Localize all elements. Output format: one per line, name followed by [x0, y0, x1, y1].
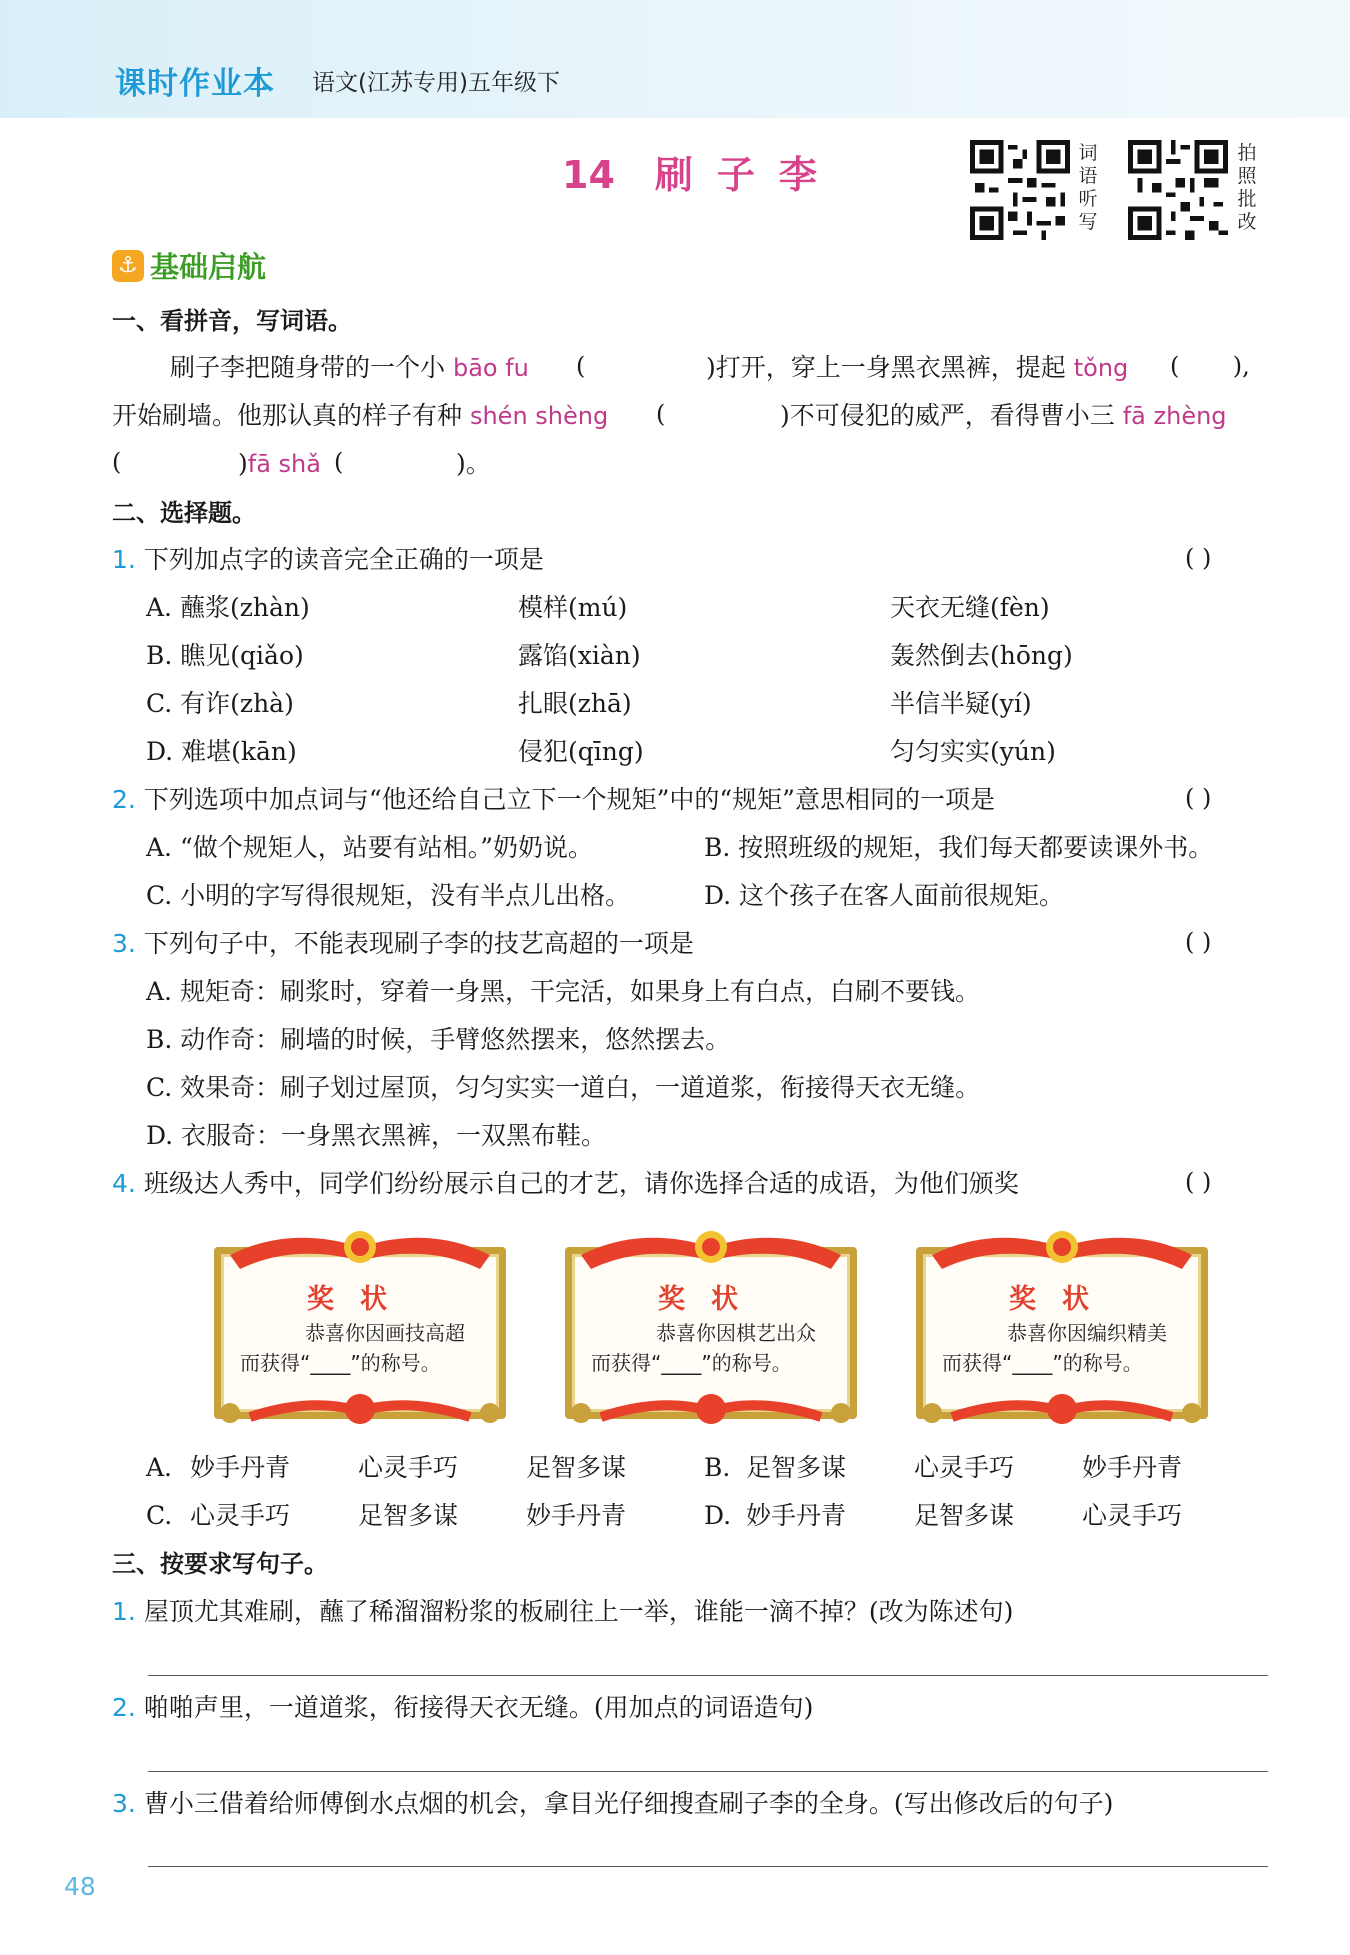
q2-option-d: D. 这个孩子在客人面前很规矩。: [704, 881, 1065, 910]
q1-b3: 轰然倒去(hōng): [890, 641, 1073, 670]
page-number: 48: [64, 1872, 96, 1901]
pinyin-shensheng: shén shèng: [469, 402, 609, 430]
question-2: 2. 下列选项中加点词与“他还给自己立下一个规矩”中的“规矩”意思相同的一项是: [112, 785, 995, 814]
pinyin-fasha: fā shǎ: [247, 450, 321, 478]
q4-option-a-3: 足智多谋: [526, 1453, 627, 1482]
q4-option-a-1: 妙手丹青: [190, 1453, 291, 1482]
qr-code-dictation-icon[interactable]: [970, 140, 1070, 240]
q2-option-b: B. 按照班级的规矩，我们每天都要读课外书。: [704, 833, 1214, 862]
answer-box-q4[interactable]: ( ): [1185, 1168, 1212, 1196]
qr-code-photo-check-icon[interactable]: [1128, 140, 1228, 240]
question-1: 1. 下列加点字的读音完全正确的一项是: [112, 545, 544, 574]
certificate-1: [210, 1225, 510, 1425]
answer-line-1[interactable]: [148, 1675, 1268, 1676]
lesson-number: 14: [562, 153, 615, 197]
q1-a3: 天衣无缝(fèn): [890, 593, 1050, 622]
q3-option-d: D. 衣服奇：一身黑衣黑裤，一双黑布鞋。: [146, 1121, 607, 1150]
ribbon-icon: [912, 1225, 1212, 1285]
q1-row-c: C. 有诈(zhà): [146, 689, 294, 718]
question-3: 3. 下列句子中，不能表现刷子李的技艺高超的一项是: [112, 929, 694, 958]
certificate-3: [912, 1225, 1212, 1425]
answer-box-q1[interactable]: ( ): [1185, 544, 1212, 572]
q1-a2: 模样(mú): [518, 593, 628, 622]
part1-line3: )fā shǎ: [238, 449, 321, 478]
answer-box-q3[interactable]: ( ): [1185, 928, 1212, 956]
q4-option-a-letter: A.: [146, 1453, 173, 1482]
certificate-title: 奖状: [1009, 1284, 1115, 1315]
q1-b2: 露馅(xiàn): [518, 641, 641, 670]
certificate-line1: 恭喜你因棋艺出众: [656, 1321, 816, 1345]
q4-option-c-2: 足智多谋: [358, 1501, 459, 1530]
qr-label-dictation: 词语听写: [1078, 142, 1098, 233]
q3-option-a: A. 规矩奇：刷浆时，穿着一身黑，干完活，如果身上有白点，白刷不要钱。: [146, 977, 980, 1006]
ribbon-icon: [210, 1225, 510, 1285]
certificate-line1: 恭喜你因画技高超: [305, 1321, 465, 1345]
q3-option-b: B. 动作奇：刷墙的时候，手臂悠然摆来，悠然摆去。: [146, 1025, 731, 1054]
question-4: 4. 班级达人秀中，同学们纷纷展示自己的才艺，请你选择合适的成语，为他们颁奖: [112, 1169, 1019, 1198]
part1-line1-b: )打开，穿上一身黑衣黑裤，提起 tǒng: [706, 353, 1129, 382]
part2-title: 二、选择题。: [112, 499, 256, 527]
q4-option-c-1: 心灵手巧: [190, 1501, 291, 1530]
lesson-title: [562, 144, 841, 199]
certificate-title: 奖状: [658, 1284, 764, 1315]
part1-line1: 刷子李把随身带的一个小 bāo fu: [170, 353, 529, 382]
q4-option-a-2: 心灵手巧: [358, 1453, 459, 1482]
certificate-title: 奖状: [307, 1284, 413, 1315]
certificate-line2: 而获得“____”的称号。: [240, 1351, 441, 1375]
part1-line2-b: )不可侵犯的威严，看得曹小三 fā zhèng: [780, 401, 1227, 430]
certificate-line1: 恭喜你因编织精美: [1007, 1321, 1167, 1345]
q1-c3: 半信半疑(yí): [890, 689, 1032, 718]
certificate-line2: 而获得“____”的称号。: [591, 1351, 792, 1375]
rewrite-item-2: 2. 啪啪声里，一道道浆，衔接得天衣无缝。(用加点的词语造句): [112, 1693, 814, 1722]
q4-option-c-letter: C.: [146, 1501, 173, 1530]
q4-option-b-1: 足智多谋: [746, 1453, 847, 1482]
pinyin-baofu: bāo fu: [452, 354, 529, 382]
q4-option-c-3: 妙手丹青: [526, 1501, 627, 1530]
certificate-line2: 而获得“____”的称号。: [942, 1351, 1143, 1375]
flower-decoration-icon: [210, 1393, 510, 1425]
q4-option-b-letter: B.: [704, 1453, 731, 1482]
answer-line-2[interactable]: [148, 1771, 1268, 1772]
q4-option-d-2: 足智多谋: [914, 1501, 1015, 1530]
q4-option-b-3: 妙手丹青: [1082, 1453, 1183, 1482]
q1-row-a: A. 蘸浆(zhàn): [146, 593, 310, 622]
q2-option-c: C. 小明的字写得很规矩，没有半点儿出格。: [146, 881, 631, 910]
q4-option-d-letter: D.: [704, 1501, 732, 1530]
pinyin-tong: tǒng: [1073, 354, 1129, 382]
anchor-icon: ⚓: [112, 250, 144, 282]
section-heading: [112, 245, 266, 286]
part3-title: 三、按要求写句子。: [112, 1550, 328, 1578]
part1-line3-end: )。: [456, 449, 491, 478]
qr-label-photo-check: 拍照批改: [1237, 142, 1257, 233]
blank-baofu[interactable]: (: [576, 352, 586, 380]
part1-line2: 开始刷墙。他那认真的样子有种 shén shèng: [112, 401, 609, 430]
book-subtitle: 语文(江苏专用)五年级下: [312, 70, 560, 96]
q1-row-d: D. 难堪(kān): [146, 737, 297, 766]
flower-decoration-icon: [912, 1393, 1212, 1425]
q1-d2: 侵犯(qīng): [518, 737, 644, 766]
q4-option-b-2: 心灵手巧: [914, 1453, 1015, 1482]
section-title: 基础启航: [150, 250, 267, 284]
ribbon-icon: [561, 1225, 861, 1285]
q1-d3: 匀匀实实(yún): [890, 737, 1056, 766]
blank-fazheng[interactable]: (: [112, 448, 122, 476]
blank-shensheng[interactable]: (: [656, 400, 666, 428]
blank-fasha[interactable]: (: [334, 448, 344, 476]
q1-c2: 扎眼(zhā): [518, 689, 632, 718]
q2-option-a: A. “做个规矩人，站要有站相。”奶奶说。: [146, 833, 594, 862]
rewrite-item-3: 3. 曹小三借着给师傅倒水点烟的机会，拿目光仔细搜查刷子李的全身。(写出修改后的句子): [112, 1789, 1114, 1818]
certificate-2: [561, 1225, 861, 1425]
lesson-name: 刷子李: [654, 153, 841, 197]
book-title: 课时作业本: [115, 66, 275, 102]
flower-decoration-icon: [561, 1393, 861, 1425]
rewrite-item-1: 1. 屋顶尤其难刷，蘸了稀溜溜粉浆的板刷往上一举，谁能一滴不掉？(改为陈述句): [112, 1597, 1014, 1626]
pinyin-fazheng: fā zhèng: [1122, 402, 1227, 430]
q1-row-b: B. 瞧见(qiǎo): [146, 641, 304, 670]
blank-tong[interactable]: ( ),: [1170, 352, 1250, 380]
part1-title: 一、看拼音，写词语。: [112, 307, 352, 335]
answer-line-3[interactable]: [148, 1866, 1268, 1867]
q4-option-d-1: 妙手丹青: [746, 1501, 847, 1530]
q4-option-d-3: 心灵手巧: [1082, 1501, 1183, 1530]
q3-option-c: C. 效果奇：刷子划过屋顶，匀匀实实一道白，一道道浆，衔接得天衣无缝。: [146, 1073, 981, 1102]
answer-box-q2[interactable]: ( ): [1185, 784, 1212, 812]
